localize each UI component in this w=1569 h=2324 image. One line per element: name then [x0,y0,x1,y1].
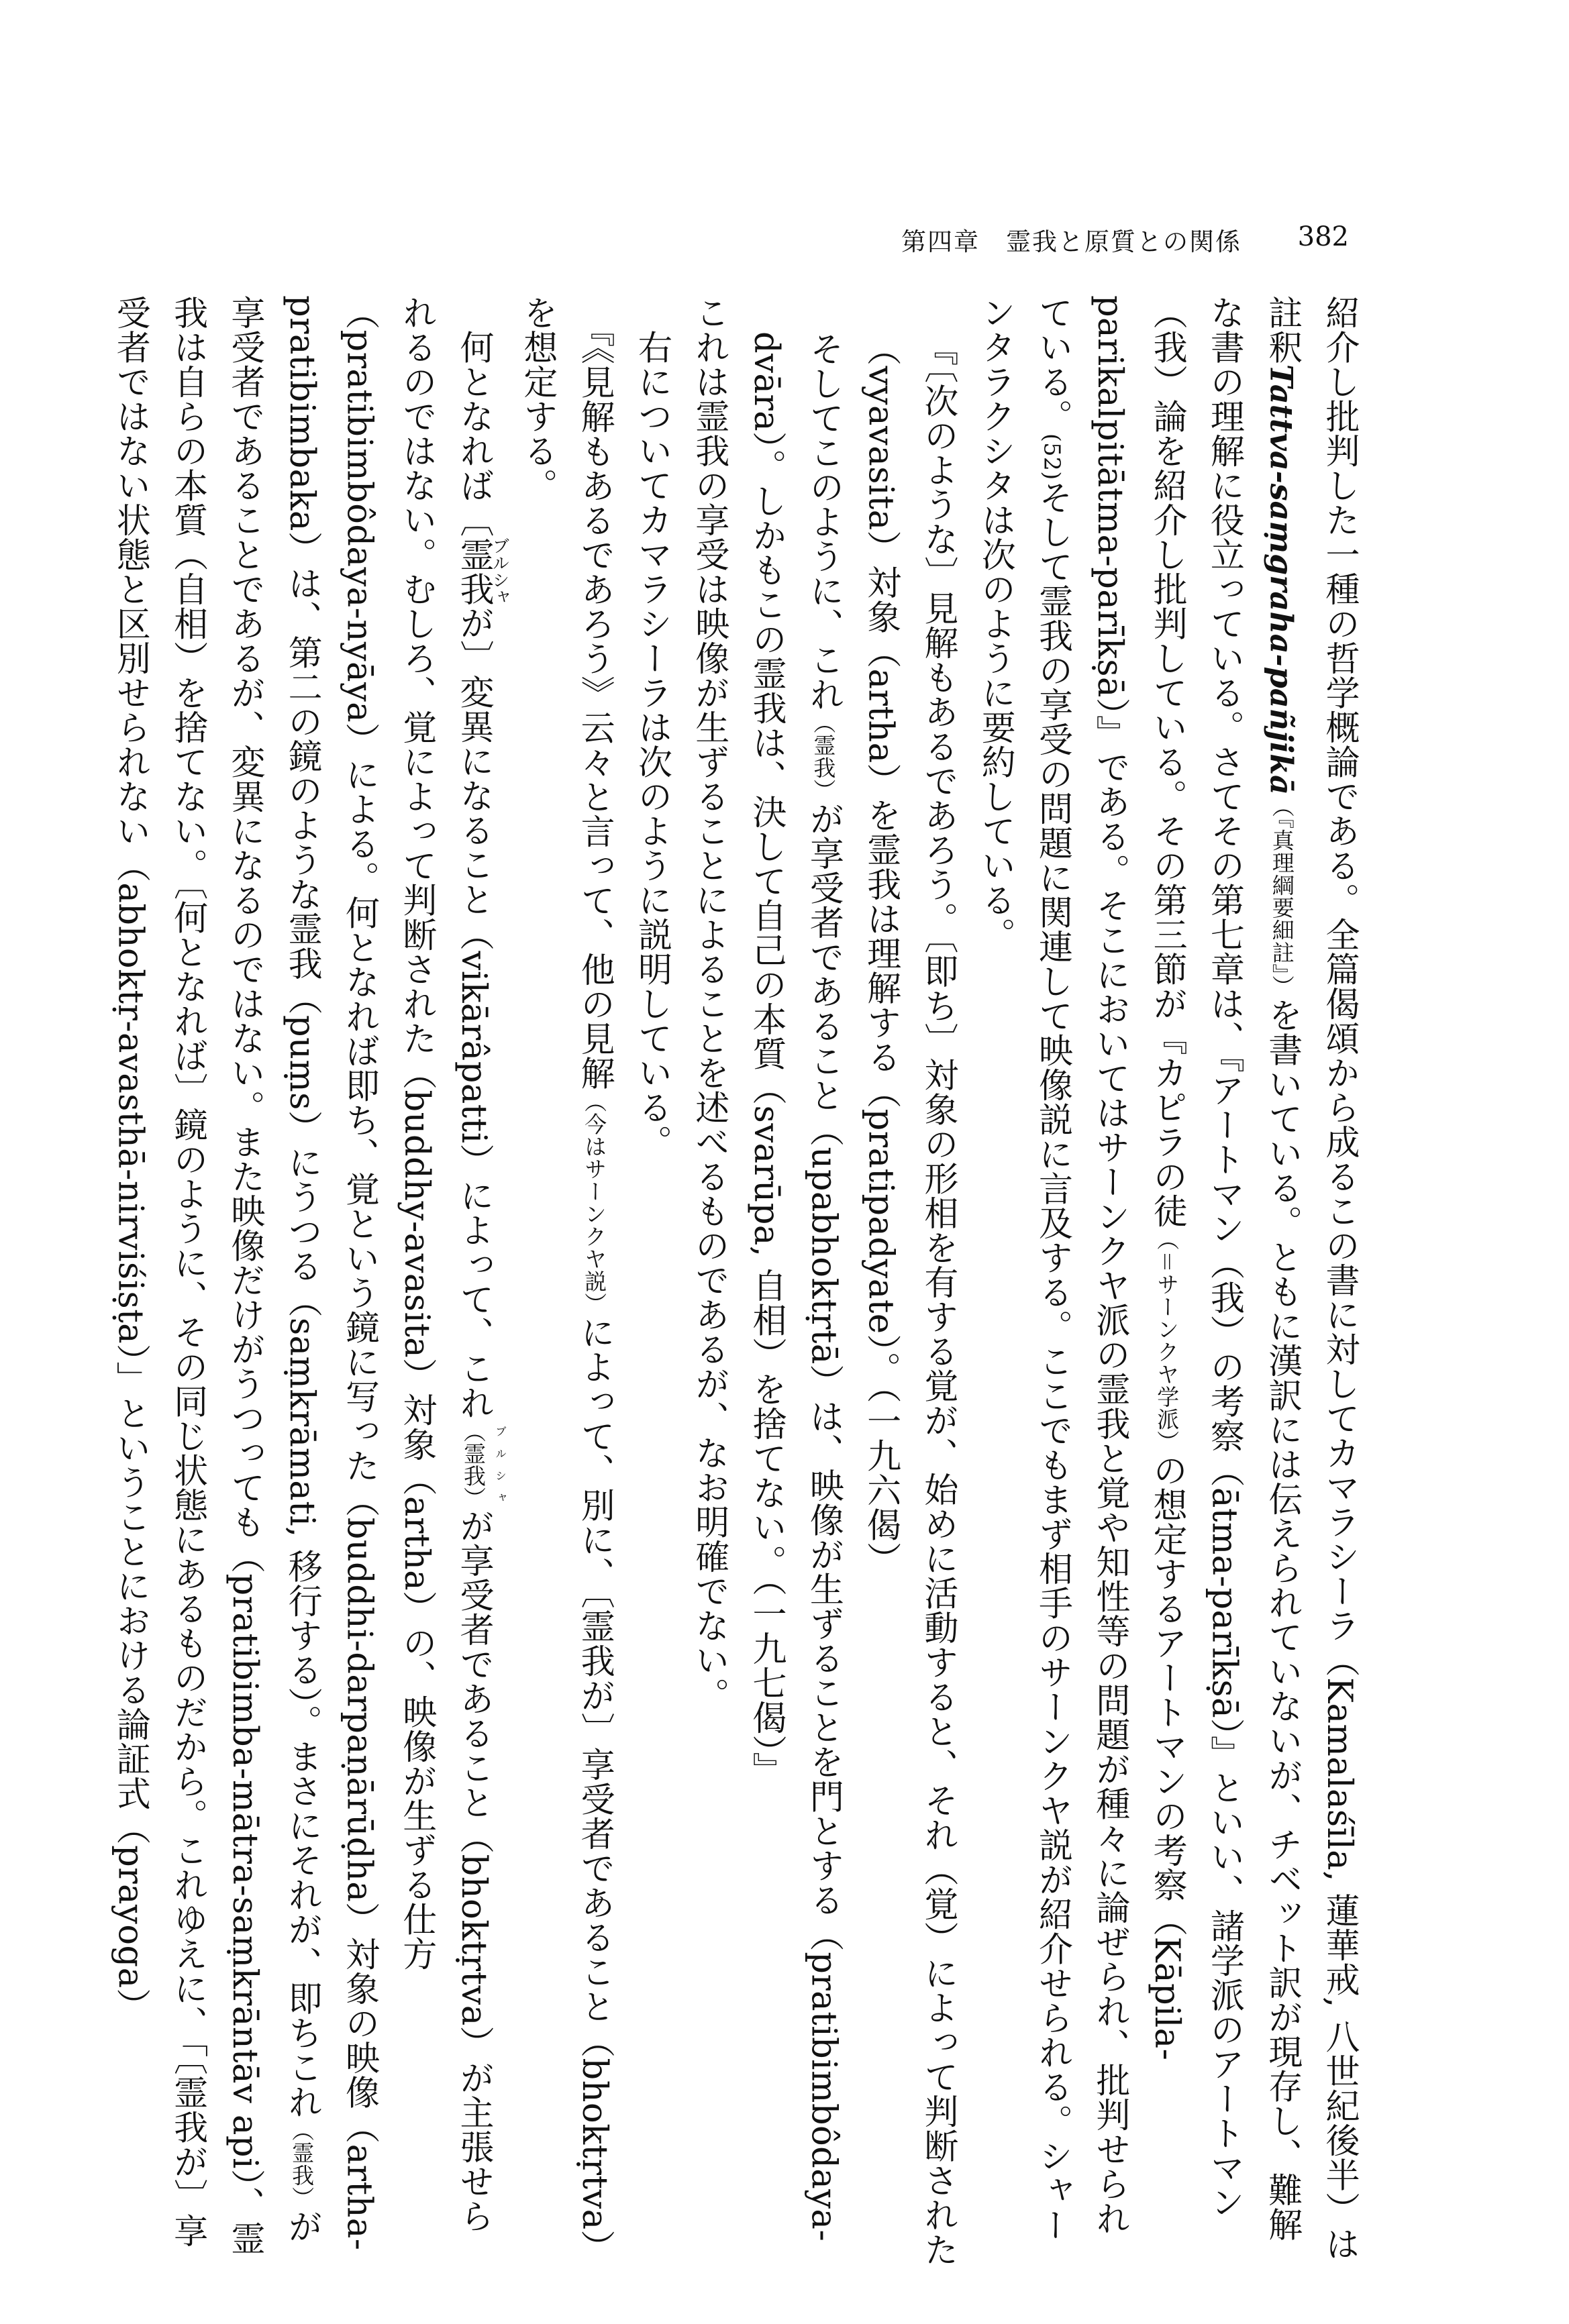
text-run: 右についてカマラシーラは次のように説明している。 [631,329,672,1159]
text-run: 『〔次のような〕見解もあるであろう。〔即ち〕対象の形相を有する覚が、始めに活動すると、それ（覚）によって判断された（vyavasita）対象（artha）を霊我は理解する（pratipadyate）。（一九六偈） [860,331,958,2267]
ruby-base: 霊我 [454,537,494,606]
inline-note: （『真理綱要細註』） [1268,794,1295,998]
text-run: 何となれば〔 [454,329,494,537]
ruby-word [460,1420,507,1509]
text-run: が〕変異になること（vikārâpatti）によって、これ [454,605,494,1420]
text-run: は註釈 [1262,295,1359,2262]
ruby-word [454,537,510,606]
paragraph-kamalasila [509,295,680,2268]
inline-note: （霊我） [810,711,837,802]
quotation-block [738,331,966,2268]
text-run: が享受者であること（bhoktṛtva）が主張せられるのではない。むしろ、覚によって判断された（buddhy-avasita）対象（artha）の、映像が生ずる仕方（pratibimbôdaya-nyāya）による。何となれば即ち、覚という鏡に写った（buddhi-darpaṇārūḍha）対象の映像（artha-pratibimbaka）は、第二の鏡のような霊我（puṃs）にうつる（saṃkrāmati, 移行する）。まさにそれが、即ちこれ [282,295,494,2251]
inline-note: （今はサーンクヤ説） [581,1090,608,1315]
inline-note: （霊我） [289,2119,315,2209]
ruby-reading: ブルシャ [493,1420,507,1509]
paragraph-argument [101,295,509,2268]
footnote-ref: (52) [1039,433,1066,480]
paragraph-intro [966,295,1368,2268]
chapter-title: 第四章 霊我と原質との関係 [901,227,1242,256]
text-run: の想定するアートマンの考察（Kāpila-parikalpitātma-parīkṣā）』である。そこにおいてはサーンクヤ派の霊我と覚や知性等の問題が種々に論ぜられ、批判せられている。 [1032,295,1187,2235]
text-run: そして霊我の享受の問題に関連して映像説に言及する。ここでもまず相手のサーンクヤ説が紹介せられる。シャーンタラクシタは次のように要約している。 [975,295,1072,2243]
ruby-reading: ブルシャ [489,537,510,606]
text-run: を書いている。ともに漢訳には伝えられていないが、チベット訳が現存し、難解な書の理解に役立っている。さてその第七章は、『アートマン（我）の考察（ātma-parīkṣā）』といい、諸学派のアートマン（我）論を紹介し批判している。その第三節が『カピラの徒 [1147,295,1302,2241]
paragraph-comment [680,295,737,2268]
text-run: これは霊我の享受は映像が生ずることによることを述べるものであるが、なお明確でない。 [689,295,729,1712]
work-title: Tattva-saṃgraha-pañjikā [1263,364,1300,795]
vertical-body-text [110,295,1368,2268]
text-run: そしてこのように、これ [803,331,844,712]
text-run: によって、別に、〔霊我が〕享受者であること（bhoktṛtva）を想定する。 [517,295,615,2265]
text-run: が享受者であること（upabhoktṛtā）は、映像が生ずることを門とする（pratibimbôdaya-dvāra）。しかもこの霊我は、決して自己の本質（svarūpa, 自相）を捨てない。（一九七偈）』 [746,331,844,2242]
text-run: 紹介し批判した一種の哲学概論である。全篇偈頌から成るこの書に対してカマラシーラ（Kamalaśīla, 蓮華戒, 八世紀後半） [1319,295,1359,2227]
ruby-base: （霊我） [460,1420,487,1509]
text-run: が享受者であることであるが、変異になるのではない。また映像だけがうつっても（pratibimba-mātra-saṃkrāntāv api）、霊我は自らの本質（自相）を捨てない。〔何となれば〕鏡のように、その同じ状態にあるものだから。これゆえに、「〔霊我が〕享受者ではない状態と区別せられない（abhoktṛ-avasthā-nirviśiṣṭa）」ということにおける論証式（prayoga） [110,295,322,2256]
page-number: 382 [1297,221,1349,252]
inline-note: （＝サーンクヤ学派） [1154,1228,1180,1453]
text-run: 『《見解もあるであろう》云々と言って、他の見解 [574,329,615,1090]
running-header [825,221,1349,268]
